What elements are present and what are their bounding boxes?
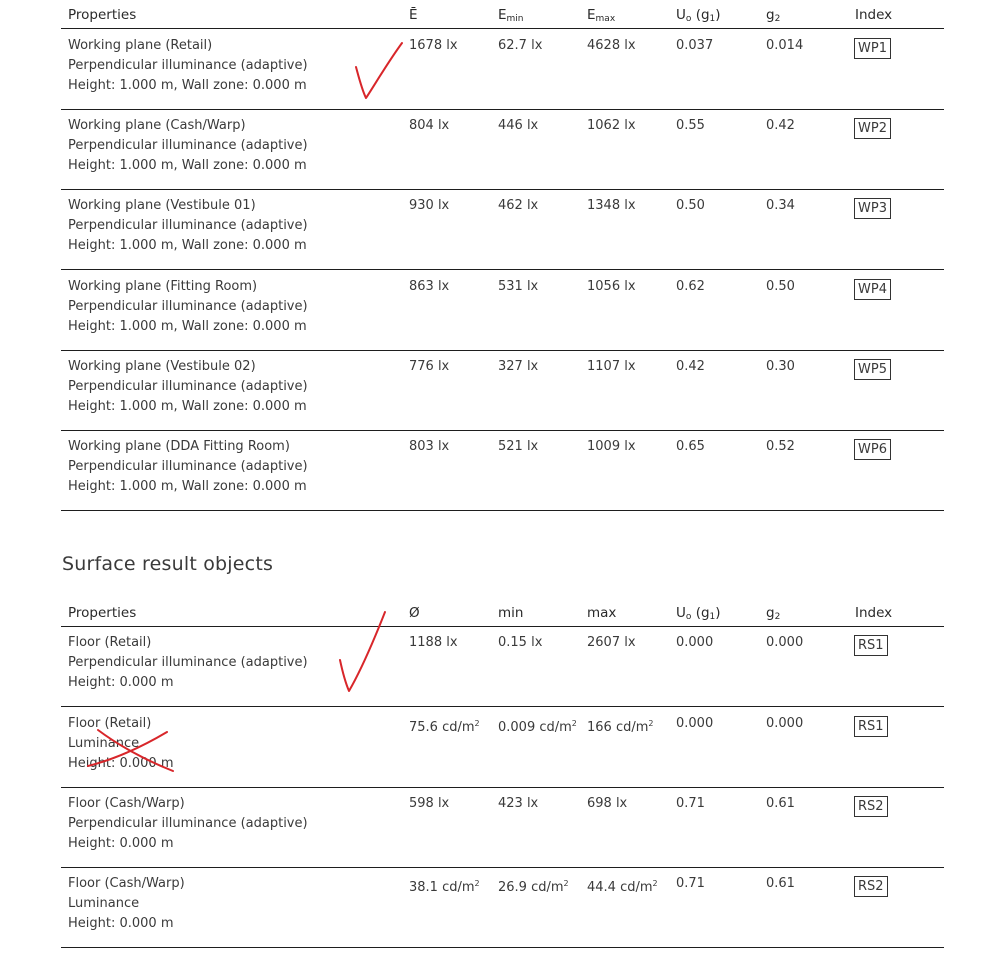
avg-value: 863 lx bbox=[409, 279, 450, 294]
min-value: 462 lx bbox=[498, 198, 539, 213]
index-badge: RS1 bbox=[854, 716, 888, 737]
g2-value: 0.000 bbox=[766, 635, 804, 650]
header-g2: $g_2$ bbox=[766, 605, 781, 622]
uo-value: 0.42 bbox=[676, 359, 705, 374]
max-value: 2607 lx bbox=[587, 635, 636, 650]
properties-cell: Working plane (Cash/Warp) Perpendicular illuminance (adaptive) Height: 1.000 m, Wall zone: 0.000 m bbox=[68, 118, 308, 173]
max-value: 1062 lx bbox=[587, 118, 636, 133]
uo-value: 0.62 bbox=[676, 279, 705, 294]
max-value: 4628 lx bbox=[587, 38, 636, 53]
section-title: Surface result objects bbox=[62, 553, 274, 575]
header-g2: $g_2$ bbox=[766, 7, 781, 24]
index-badge: WP2 bbox=[854, 118, 891, 139]
uo-value: 0.50 bbox=[676, 198, 705, 213]
properties-cell: Floor (Cash/Warp) Luminance Height: 0.000 m bbox=[68, 876, 185, 931]
uo-value: 0.000 bbox=[676, 716, 714, 731]
min-value: 26.9 $cd/m^2$ bbox=[498, 879, 569, 895]
min-value: 0.009 $cd/m^2$ bbox=[498, 719, 577, 735]
header-e-min: $E_{min}$ bbox=[498, 7, 524, 24]
table-row bbox=[61, 29, 944, 110]
properties-cell: Floor (Retail) Perpendicular illuminance (adaptive) Height: 0.000 m bbox=[68, 635, 308, 690]
avg-value: 930 lx bbox=[409, 198, 450, 213]
properties-cell: Working plane (Fitting Room) Perpendicular illuminance (adaptive) Height: 1.000 m, Wall zone: 0.000 m bbox=[68, 279, 308, 334]
avg-value: 1678 lx bbox=[409, 38, 458, 53]
g2-value: 0.50 bbox=[766, 279, 795, 294]
table2-header bbox=[61, 599, 944, 627]
max-value: 1107 lx bbox=[587, 359, 636, 374]
index-badge: WP4 bbox=[854, 279, 891, 300]
table-row bbox=[61, 867, 944, 948]
g2-value: 0.34 bbox=[766, 198, 795, 213]
min-value: 327 lx bbox=[498, 359, 539, 374]
index-badge: RS1 bbox=[854, 635, 888, 656]
table-row bbox=[61, 189, 944, 270]
properties-cell: Working plane (Retail) Perpendicular illuminance (adaptive) Height: 1.000 m, Wall zone: 0.000 m bbox=[68, 38, 308, 93]
uo-value: 0.65 bbox=[676, 439, 705, 454]
g2-value: 0.61 bbox=[766, 796, 795, 811]
g2-value: 0.52 bbox=[766, 439, 795, 454]
table-row bbox=[61, 109, 944, 190]
g2-value: 0.000 bbox=[766, 716, 804, 731]
table-row bbox=[61, 707, 944, 788]
avg-value: 804 lx bbox=[409, 118, 450, 133]
max-value: 698 lx bbox=[587, 796, 628, 811]
uo-value: 0.71 bbox=[676, 876, 705, 891]
table-row bbox=[61, 350, 944, 431]
header-e-max: $E_{max}$ bbox=[587, 7, 616, 24]
index-badge: RS2 bbox=[854, 876, 888, 897]
table-row bbox=[61, 270, 944, 351]
avg-value: 776 lx bbox=[409, 359, 450, 374]
index-badge: WP3 bbox=[854, 198, 891, 219]
index-badge: WP5 bbox=[854, 359, 891, 380]
header-uniformity: $U_o$ $(g_1)$ bbox=[676, 7, 721, 24]
header-max: max bbox=[587, 605, 617, 621]
properties-cell: Working plane (DDA Fitting Room) Perpendicular illuminance (adaptive) Height: 1.000 m, Wall zone: 0.000 m bbox=[68, 439, 308, 494]
header-properties: Properties bbox=[68, 7, 137, 23]
index-badge: RS2 bbox=[854, 796, 888, 817]
min-value: 531 lx bbox=[498, 279, 539, 294]
max-value: 166 $cd/m^2$ bbox=[587, 719, 654, 735]
min-value: 446 lx bbox=[498, 118, 539, 133]
avg-value: 598 lx bbox=[409, 796, 450, 811]
min-value: 423 lx bbox=[498, 796, 539, 811]
g2-value: 0.42 bbox=[766, 118, 795, 133]
max-value: 44.4 $cd/m^2$ bbox=[587, 879, 658, 895]
table1-header bbox=[61, 1, 944, 29]
max-value: 1348 lx bbox=[587, 198, 636, 213]
max-value: 1009 lx bbox=[587, 439, 636, 454]
index-badge: WP6 bbox=[854, 439, 891, 460]
header-e-average: Ē bbox=[409, 7, 418, 23]
min-value: 62.7 lx bbox=[498, 38, 543, 53]
g2-value: 0.014 bbox=[766, 38, 804, 53]
uo-value: 0.000 bbox=[676, 635, 714, 650]
avg-value: 75.6 $cd/m^2$ bbox=[409, 719, 480, 735]
properties-cell: Floor (Retail) Luminance Height: 0.000 m bbox=[68, 716, 174, 771]
g2-value: 0.30 bbox=[766, 359, 795, 374]
avg-value: 803 lx bbox=[409, 439, 450, 454]
min-value: 0.15 lx bbox=[498, 635, 543, 650]
header-index: Index bbox=[855, 7, 893, 23]
table-row bbox=[61, 626, 944, 707]
index-badge: WP1 bbox=[854, 38, 891, 59]
avg-value: 1188 lx bbox=[409, 635, 458, 650]
header-min: min bbox=[498, 605, 524, 621]
properties-cell: Floor (Cash/Warp) Perpendicular illuminance (adaptive) Height: 0.000 m bbox=[68, 796, 308, 851]
header-index: Index bbox=[855, 605, 893, 621]
uo-value: 0.55 bbox=[676, 118, 705, 133]
properties-cell: Working plane (Vestibule 01) Perpendicular illuminance (adaptive) Height: 1.000 m, Wall zone: 0.000 m bbox=[68, 198, 308, 253]
table-row bbox=[61, 430, 944, 511]
uo-value: 0.037 bbox=[676, 38, 714, 53]
avg-value: 38.1 $cd/m^2$ bbox=[409, 879, 480, 895]
header-average: Ø bbox=[409, 605, 420, 621]
max-value: 1056 lx bbox=[587, 279, 636, 294]
table-row bbox=[61, 787, 944, 868]
header-uniformity: $U_o$ $(g_1)$ bbox=[676, 605, 721, 622]
properties-cell: Working plane (Vestibule 02) Perpendicular illuminance (adaptive) Height: 1.000 m, Wall zone: 0.000 m bbox=[68, 359, 308, 414]
g2-value: 0.61 bbox=[766, 876, 795, 891]
uo-value: 0.71 bbox=[676, 796, 705, 811]
min-value: 521 lx bbox=[498, 439, 539, 454]
header-properties: Properties bbox=[68, 605, 137, 621]
